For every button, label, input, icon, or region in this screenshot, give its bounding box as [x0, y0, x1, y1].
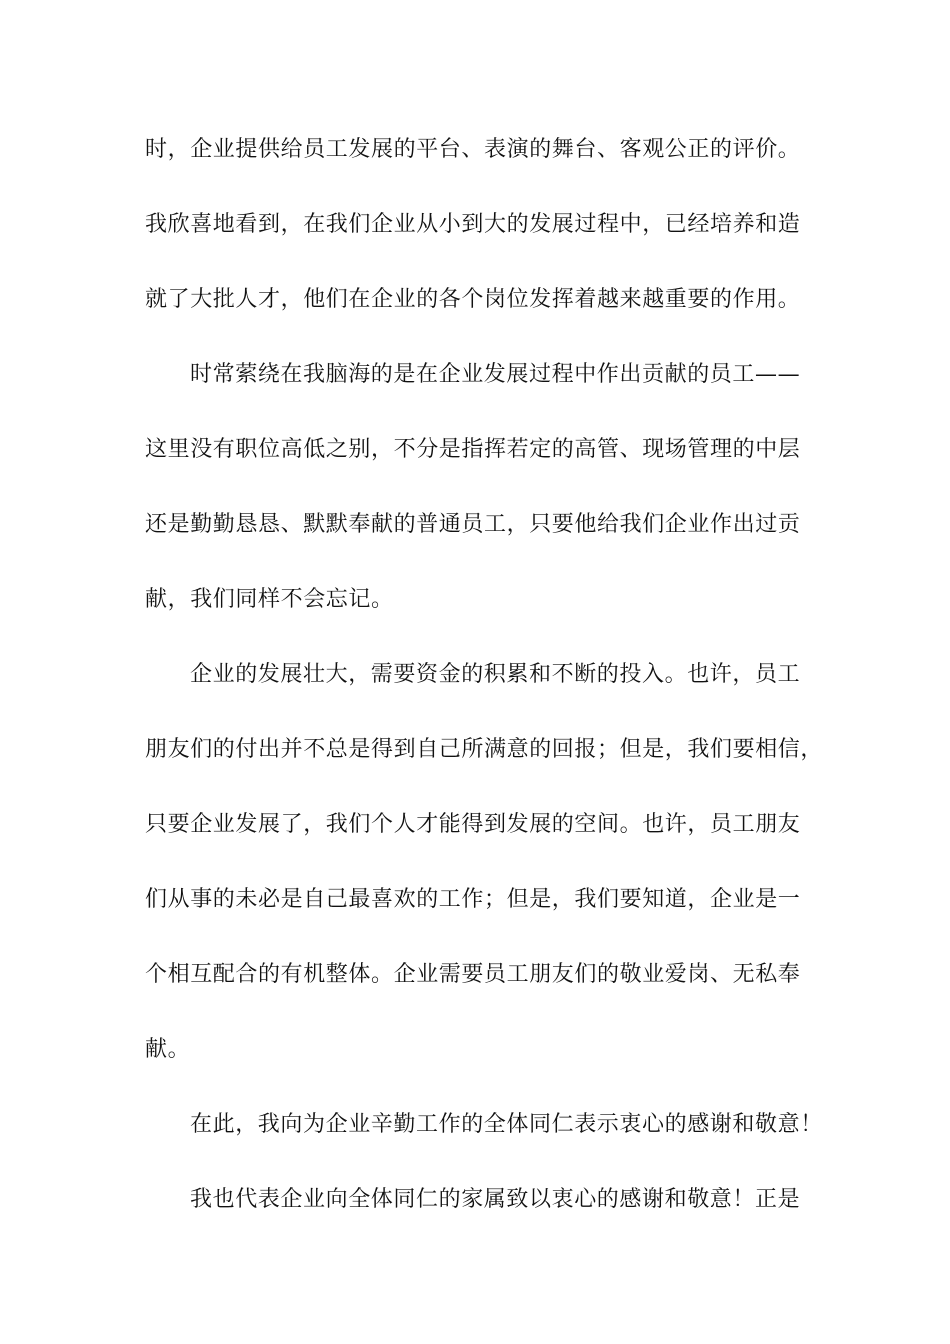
text-line: 时，企业提供给员工发展的平台、表演的舞台、客观公正的评价。: [145, 137, 801, 162]
paragraph-first-line: 企业的发展壮大，需要资金的积累和不断的投入。也许，员工: [190, 662, 801, 687]
paragraph-first-line: 时常萦绕在我脑海的是在企业发展过程中作出贡献的员工——: [190, 362, 801, 387]
text-line: 个相互配合的有机整体。企业需要员工朋友们的敬业爱岗、无私奉: [145, 962, 801, 987]
text-line: 献，我们同样不会忘记。: [145, 587, 394, 612]
text-line: 就了大批人才，他们在企业的各个岗位发挥着越来越重要的作用。: [145, 287, 801, 312]
paragraph-first-line: 我也代表企业向全体同仁的家属致以衷心的感谢和敬意！正是: [190, 1187, 801, 1212]
text-line: 献。: [145, 1037, 191, 1062]
text-line: 只要企业发展了，我们个人才能得到发展的空间。也许，员工朋友: [145, 812, 801, 837]
paragraph-first-line: 在此，我向为企业辛勤工作的全体同仁表示衷心的感谢和敬意！: [190, 1112, 823, 1137]
text-line: 我欣喜地看到，在我们企业从小到大的发展过程中，已经培养和造: [145, 212, 801, 237]
text-line: 们从事的未必是自己最喜欢的工作；但是，我们要知道，企业是一: [145, 887, 801, 912]
text-line: 朋友们的付出并不总是得到自己所满意的回报；但是，我们要相信，: [145, 737, 824, 762]
text-line: 还是勤勤恳恳、默默奉献的普通员工，只要他给我们企业作出过贡: [145, 512, 801, 537]
text-line: 这里没有职位高低之别，不分是指挥若定的高管、现场管理的中层: [145, 437, 801, 462]
